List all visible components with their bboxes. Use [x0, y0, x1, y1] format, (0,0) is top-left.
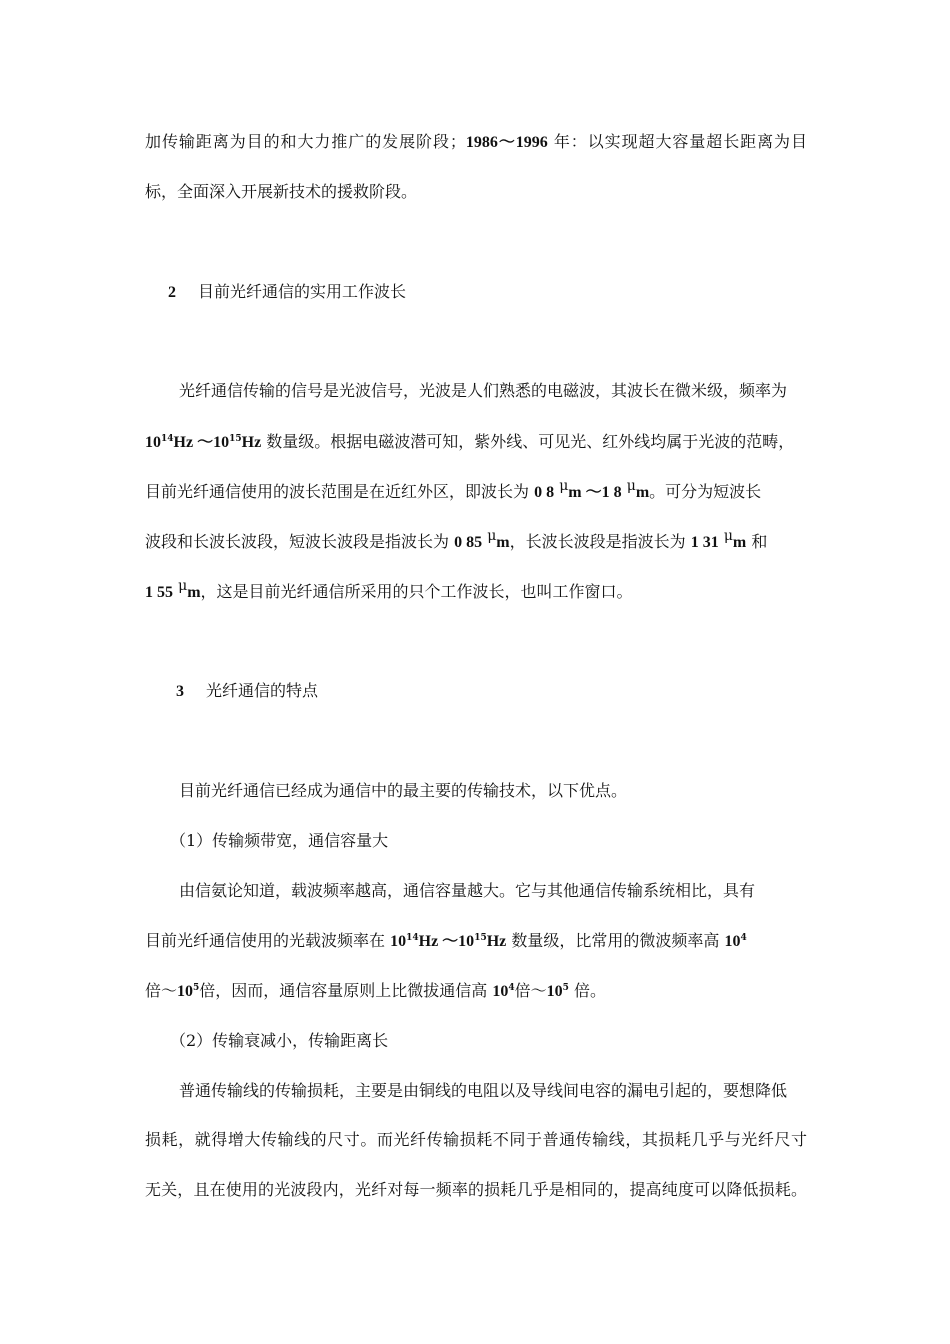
section-3-heading — [176, 681, 318, 702]
paragraph-2-line-5: 1 55 μm，这是目前光纤通信所采用的只个工作波长，也叫工作窗口。 — [145, 578, 633, 601]
section-number: 3 — [176, 683, 184, 700]
section-number: 2 — [168, 284, 176, 301]
paragraph-1-line-1: 加传输距离为目的和大力推广的发展阶段；1986～1996 年：以实现超大容量超长距离为目 — [145, 132, 807, 151]
section-title: 目前光纤通信的实用工作波长 — [198, 282, 407, 301]
subheading-1: （1）传输频带宽，通信容量大 — [170, 831, 389, 850]
subheading-2: （2）传输衰减小，传输距离长 — [170, 1031, 389, 1050]
paragraph-2-line-2: $10^{14}Hz$ $\sim 10^{15}Hz$ 数量级。根据电磁波潜可知，紫外线、可见光、红外线均属于光波的范畴， — [145, 432, 795, 451]
paragraph-4-line-3: 无关，且在使用的光波段内，光纤对每一频率的损耗几乎是相同的，提高纯度可以降低损耗。 — [145, 1180, 807, 1199]
section-2-heading — [168, 282, 406, 303]
paragraph-3-line-3: 倍$\sim 10^5$倍，因而，通信容量原则上比微拔通信高 $10^4$倍$\sim 10^5$ 倍。 — [145, 981, 607, 1000]
paragraph-3-line-1: 由信氨论知道，载波频率越高，通信容量越大。它与其他通信传输系统相比，具有 — [179, 881, 756, 900]
paragraph-2-line-3: 目前光纤通信使用的波长范围是在近红外区，即波长为 0 8 μm ～1 8 μm。可分为短波长 — [145, 478, 762, 501]
paragraph-2-line-4: 波段和长波长波段，短波长波段是指波长为 0 85 μm，长波长波段是指波长为 1 31 μm 和 — [145, 528, 768, 551]
paragraph-4-line-2: 损耗，就得增大传输线的尺寸。而光纤传输损耗不同于普通传输线，其损耗几乎与光纤尺寸 — [145, 1130, 807, 1149]
paragraph-3-line-2: 目前光纤通信使用的光载波频率在 $10^{14}Hz$ $\sim 10^{15}Hz$ 数量级，比常用的微波频率高 $10^4$ — [145, 931, 747, 950]
section-title: 光纤通信的特点 — [206, 681, 319, 700]
paragraph-1-line-2: 标，全面深入开展新技术的援救阶段。 — [145, 182, 418, 201]
paragraph-3-intro: 目前光纤通信已经成为通信中的最主要的传输技术，以下优点。 — [179, 781, 628, 800]
paragraph-4-line-1: 普通传输线的传输损耗，主要是由铜线的电阻以及导线间电容的漏电引起的，要想降低 — [179, 1081, 788, 1100]
paragraph-2-line-1: 光纤通信传输的信号是光波信号，光波是人们熟悉的电磁波，其波长在微米级，频率为 — [179, 381, 788, 400]
